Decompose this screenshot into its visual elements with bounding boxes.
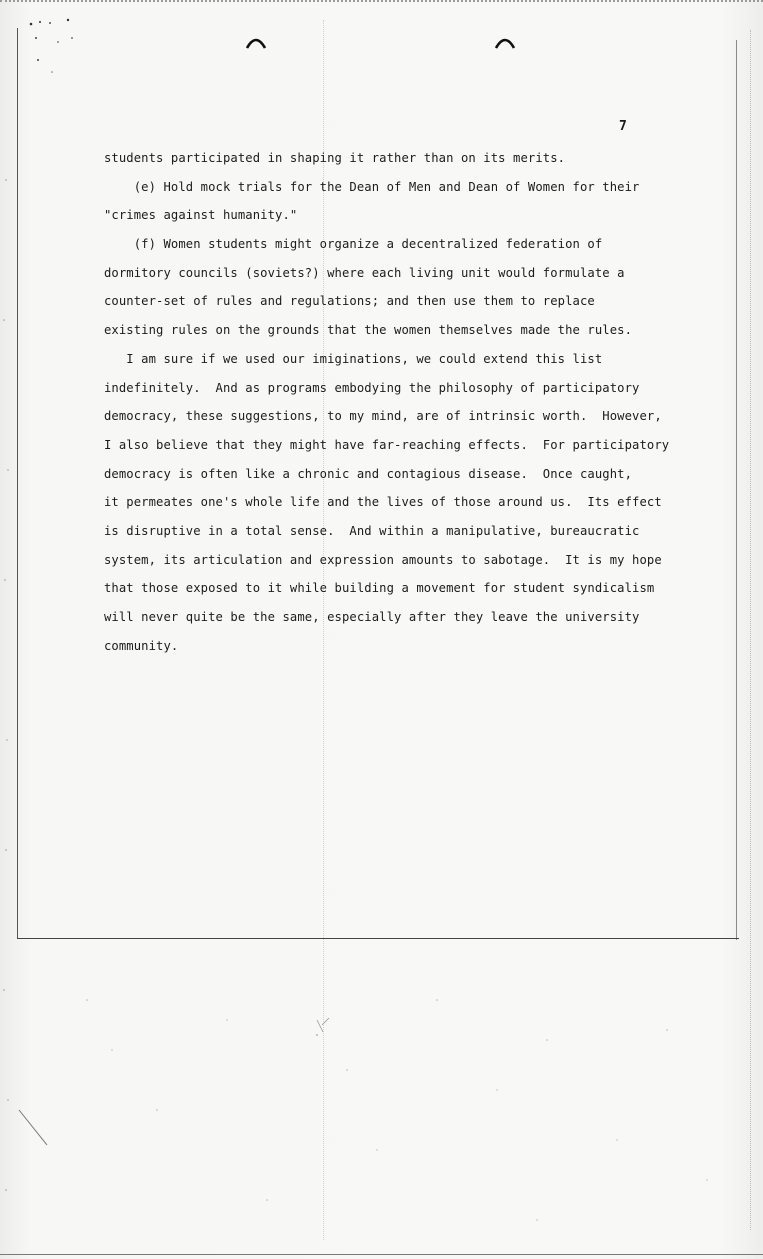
binder-hole-mark-right-icon (494, 34, 516, 56)
text-line: I also believe that they might have far-reaching effects. For participatory (104, 437, 670, 452)
text-line: (e) Hold mock trials for the Dean of Men and Dean of Women for their (104, 179, 640, 194)
text-line: will never quite be the same, especially after they leave the university (104, 610, 640, 624)
text-line: is disruptive in a total sense. And within a manipulative, bureaucratic (104, 523, 640, 538)
text-line: community. (104, 638, 179, 653)
binder-hole-mark-left-icon (245, 34, 267, 56)
text-line: counter-set of rules and regulations; and then use them to replace (104, 294, 595, 309)
text-line: existing rules on the grounds that the women themselves made the rules. (104, 323, 633, 338)
right-page-edge (750, 30, 751, 1230)
text-line: it permeates one's whole life and the lives of those around us. Its effect (104, 495, 662, 510)
text-line: "crimes against humanity." (104, 208, 298, 223)
text-line: I am sure if we used our imiginations, we could extend this list (104, 351, 603, 366)
text-line: indefinitely. And as programs embodying the philosophy of participatory (104, 380, 640, 395)
text-line: (f) Women students might organize a decentralized federation of (104, 237, 603, 252)
body-text (104, 144, 670, 660)
text-line: dormitory councils (soviets?) where each living unit would formulate a (104, 265, 625, 280)
corner-specks (28, 14, 88, 74)
page-number: 7 (619, 119, 627, 134)
text-line: system, its articulation and expression amounts to sabotage. It is my hope (104, 552, 662, 567)
fold-line (17, 938, 739, 939)
page-top-edge (0, 0, 763, 4)
text-line: students participated in shaping it rather than on its merits. (104, 151, 566, 165)
page-bottom-edge (0, 1254, 763, 1255)
text-line: that those exposed to it while building a movement for student syndicalism (104, 581, 655, 596)
text-line: democracy, these suggestions, to my mind, are of intrinsic worth. However, (104, 409, 662, 424)
text-line: democracy is often like a chronic and contagious disease. Once caught, (104, 466, 633, 481)
right-margin-rule (736, 40, 737, 940)
scan-noise-area (17, 940, 739, 1254)
